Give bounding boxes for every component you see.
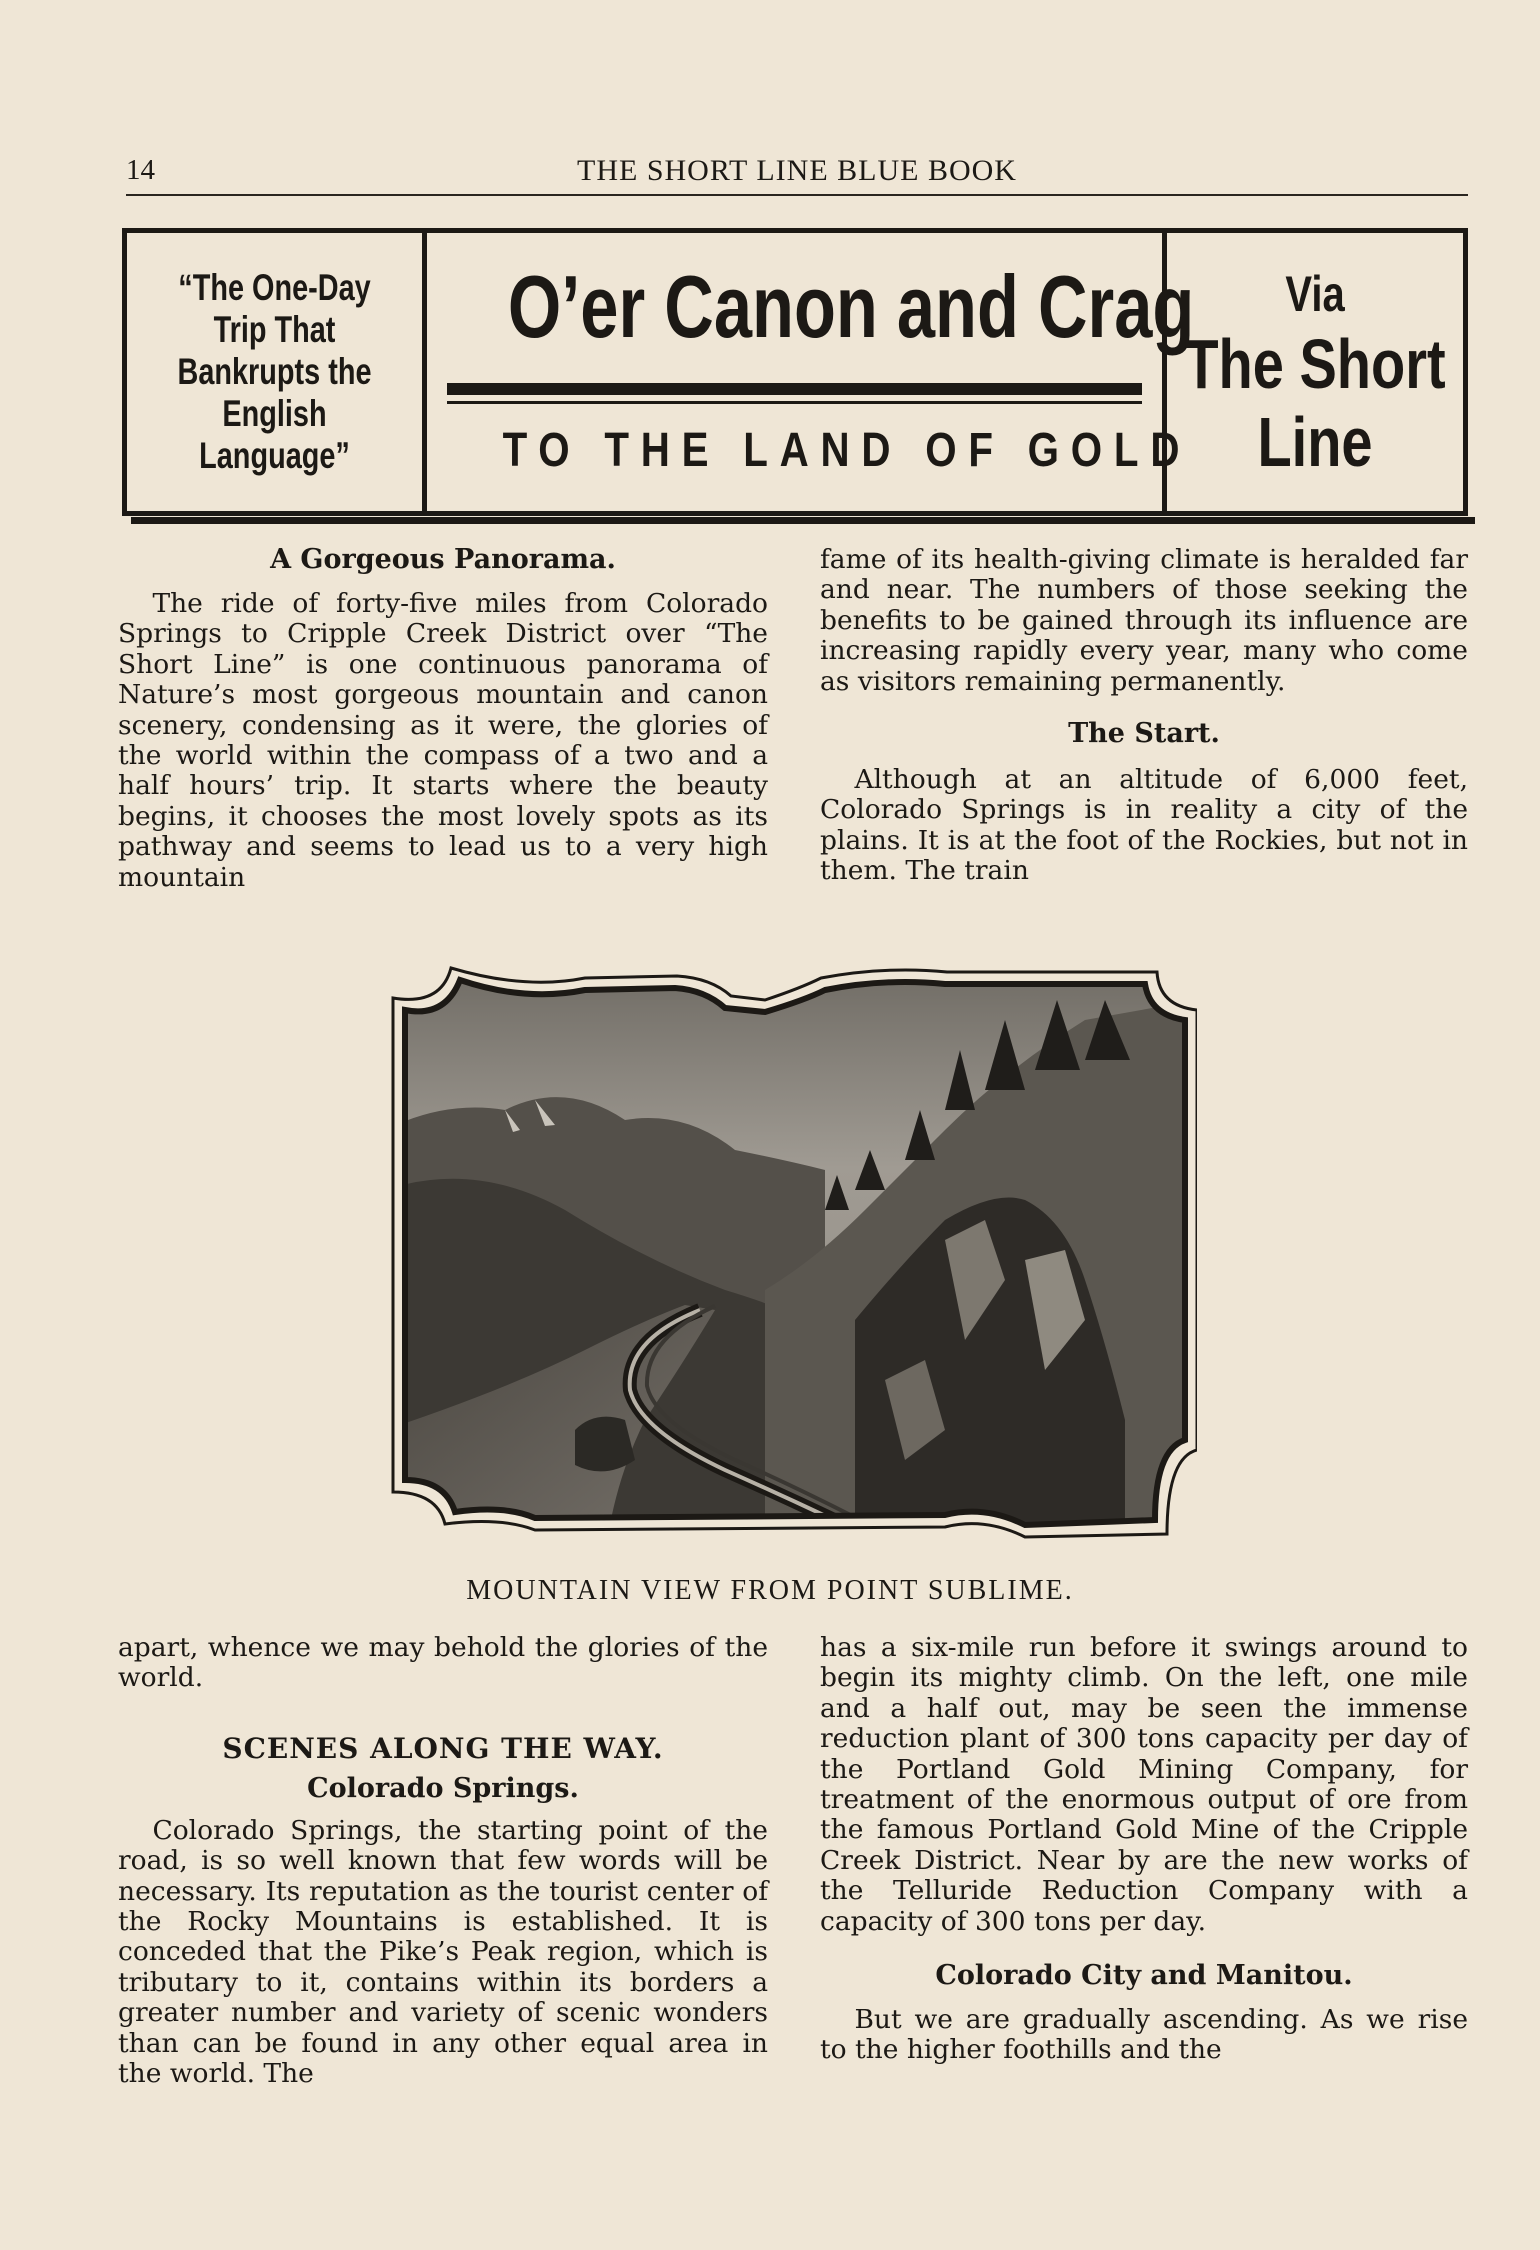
banner-center-panel [427, 233, 1195, 511]
banner-left-panel [127, 233, 427, 511]
banner-short-line: The Short Line [1184, 325, 1446, 481]
column-right-top [820, 545, 1468, 887]
figure-mountain-view [385, 960, 1197, 1554]
banner-subtitle: TO THE LAND OF GOLD [502, 424, 1192, 477]
banner-via: Via [1285, 266, 1345, 322]
running-title: THE SHORT LINE BLUE BOOK [577, 154, 1017, 187]
banner-right-panel [1167, 233, 1463, 511]
column-right-bottom [820, 1633, 1468, 2066]
banner-title: O’er Canon and Crag [507, 257, 1195, 356]
paragraph-mountain-continued: apart, whence we may behold the glories of the world. [118, 1632, 768, 1694]
column-left-top [118, 545, 768, 893]
heading-colorado-city-manitou: Colorado City and Manitou. [935, 1960, 1353, 1992]
page-number: 14 [126, 154, 155, 186]
heading-scenes-along-the-way: SCENES ALONG THE WAY. [222, 1731, 664, 1765]
banner-tagline: “The One-Day Trip That Bankrupts the English Language” [177, 267, 372, 476]
heading-gorgeous-panorama: A Gorgeous Panorama. [270, 544, 616, 575]
heading-colorado-springs: Colorado Springs. [307, 1772, 579, 1804]
column-left-bottom [118, 1633, 768, 2089]
figure-caption: MOUNTAIN VIEW FROM POINT SUBLIME. [466, 1575, 1074, 1606]
mountain-photo [385, 960, 1197, 1554]
paragraph-six-mile-run: has a six-mile run before it swings around to begin its mighty climb. On the left, one mile and a half out, may be seen the immense reduction plant of 300 tons capacity per day of the Portland Gold Mining Company, for treatment of the enormous output of ore from the famous Portland Gold Mine of the Cripple Creek District. Near by are the new works of the Telluride Reduction Company with a capacity of 300 tons per day. [820, 1632, 1468, 1937]
banner-rule [447, 383, 1142, 395]
paragraph-start: Although at an altitude of 6,000 feet, Colorado Springs is in reality a city of the plains. It is at the foot of the Rockies, but not in them. The train [820, 764, 1468, 887]
title-banner [122, 228, 1468, 516]
banner-rule-thin [447, 401, 1142, 404]
heading-the-start: The Start. [1068, 718, 1220, 750]
paragraph-climate-continued: fame of its health-giving climate is heralded far and near. The numbers of those seeking the benefits to be gained through its influence are increasing rapidly every year, many who come as visitors remaining permanently. [820, 544, 1468, 697]
paragraph-ascending: But we are gradually ascending. As we rise to the higher foothills and the [820, 2004, 1468, 2066]
page-header [126, 150, 1468, 196]
paragraph-panorama: The ride of forty-five miles from Colorado Springs to Cripple Creek District over “The Short Line” is one continuous panorama of Nature’s most gorgeous mountain and canon scenery, condensing as it were, the glories of the world within the compass of a two and a half hours’ trip. It starts where the beauty begins, it chooses the most lovely spots as its pathway and seems to lead us to a very high mountain [118, 588, 768, 893]
paragraph-colorado-springs: Colorado Springs, the starting point of the road, is so well known that few words will be necessary. Its reputation as the tourist center of the Rocky Mountains is established. It is conceded that the Pike’s Peak region, which is tributary to it, contains within its borders a greater number and variety of scenic wonders than can be found in any other equal area in the world. The [118, 1814, 768, 2090]
